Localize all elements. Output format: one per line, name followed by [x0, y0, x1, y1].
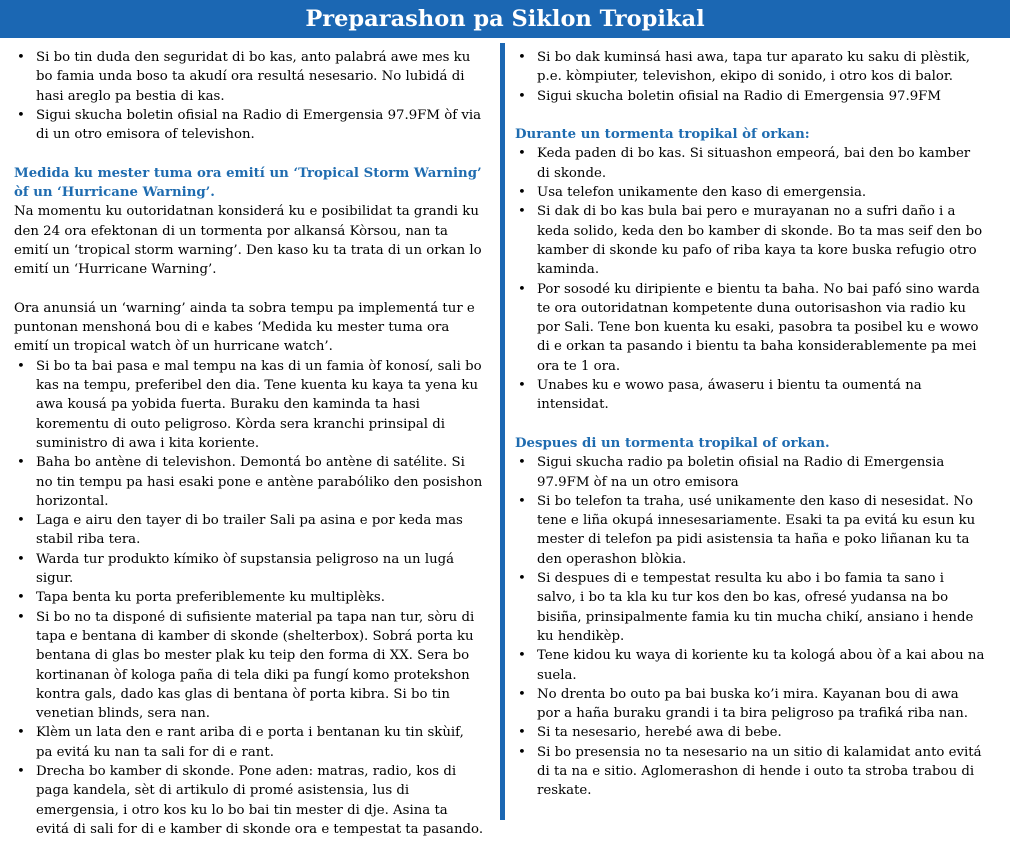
- list-item: • Si bo presensia no ta nesesario na un sitio di kalamidat anto evitá di ta na e sitio. Aglomerashon di hende i outo ta stroba trabou di reskate.: [515, 743, 985, 801]
- left-column: [14, 48, 484, 839]
- section-heading-during: Durante un tormenta tropikal òf orkan:: [515, 127, 810, 143]
- list-item: • Baha bo antène di televishon. Demontá bo antène di satélite. Si no tin tempu pa hasi esaki pone e antène parabóliko den posishon horizontal.: [14, 453, 484, 511]
- after-list: [515, 453, 985, 800]
- list-item: • Si bo dak kuminsá hasi awa, tapa tur aparato ku saku di plèstik, p.e. kòmpiuter, televishon, ekipo di sonido, i otro kos di balor.: [515, 48, 985, 87]
- list-item: • Tene kidou ku waya di koriente ku ta kologá abou òf a kai abou na suela.: [515, 646, 985, 685]
- list-item: • Usa telefon unikamente den kaso di emergensia.: [515, 183, 985, 202]
- list-item: • Si bo tin duda den seguridat di bo kas, anto palabrá awe mes ku bo famia unda boso ta akudí ora resultá nesesario. No lubidá di hasi areglo pa bestia di kas.: [14, 48, 484, 106]
- list-item: • Si dak di bo kas bula bai pero e murayanan no a sufri daño i a keda solido, keda den bo kamber di skonde. Bo ta mas seif den bo kamber di skonde ku pafo of riba kaya ta kore buska refugio otro kaminda.: [515, 202, 985, 279]
- intro-list: [515, 48, 985, 106]
- list-item: • Klèm un lata den e rant ariba di e porta i bentanan ku tin skùif, pa evitá ku nan ta sali for di e rant.: [14, 723, 484, 762]
- list-item: • Si bo telefon ta traha, usé unikamente den kaso di nesesidat. No tene e liña okupá innesesariamente. Esaki ta pa evitá ku esun ku mester di telefon pa pidi asistensia ta haña e poko liñanan ku ta den operashon blòkia.: [515, 492, 985, 569]
- list-item: • Laga e airu den tayer di bo trailer Sali pa asina e por keda mas stabil riba tera.: [14, 511, 484, 550]
- section-heading-warning: Medida ku mester tuma ora emití un ‘Tropical Storm Warning’ òf un ‘Hurricane Warning’.: [14, 165, 482, 201]
- warning-list: [14, 357, 484, 839]
- list-item: • Si bo ta bai pasa e mal tempu na kas di un famia òf konosí, sali bo kas na tempu, preferibel den dia. Tene kuenta ku kaya ta yena ku awa kousá pa yobida fuerta. Buraku den kaminda ta hasi korementu di outo peligroso. Kòrda sera kranchi prinsipal di suministro di awa i kita koriente.: [14, 357, 484, 453]
- list-item: • Unabes ku e wowo pasa, áwaseru i bientu ta oumentá na intensidat.: [515, 376, 985, 415]
- list-item: • Si bo no ta disponé di sufisiente material pa tapa nan tur, sòru di tapa e bentana di kamber di skonde (shelterbox). Sobrá porta ku bentana di glas bo mester plak ku teip den forma di XX. Sera bo kortinanan òf kologa paña di tela diki pa fungí komo protekshon kontra gals, dado kas glas di bentana òf porta kibra. Si bo tin venetian blinds, sera nan.: [14, 608, 484, 724]
- column-divider: [500, 43, 505, 820]
- list-item: • Tapa benta ku porta preferiblemente ku multiplèks.: [14, 588, 484, 607]
- right-column: [515, 48, 985, 801]
- intro-list: [14, 48, 484, 144]
- list-item: • Si ta nesesario, herebé awa di bebe.: [515, 723, 985, 742]
- list-item: • Drecha bo kamber di skonde. Pone aden: matras, radio, kos di paga kandela, sèt di artikulo di promé asistensia, lus di emergensia, i otro kos ku lo bo bai tin mester di dje. Asina ta evitá di sali for di e kamber di skonde ora e tempestat ta pasando.: [14, 762, 484, 839]
- list-item: • Sigui skucha boletin ofisial na Radio di Emergensia 97.9FM òf via di un otro emisora of televishon.: [14, 106, 484, 145]
- list-item: • No drenta bo outo pa bai buska ko’i mira. Kayanan bou di awa por a haña buraku grandi i ta bira peligroso pa trafiká riba nan.: [515, 685, 985, 724]
- list-item: • Por sosodé ku diripiente e bientu ta baha. No bai pafó sino warda te ora outoridatnan kompetente duna outorisashon via radio ku por Sali. Tene bon kuenta ku esaki, pasobra ta posibel ku e wowo di e orkan ta pasando i bientu ta baha konsiderablemente pa mei ora te 1 ora.: [515, 280, 985, 376]
- list-item: • Sigui skucha radio pa boletin ofisial na Radio di Emergensia 97.9FM òf na un otro emisora: [515, 453, 985, 492]
- paragraph: Na momentu ku outoridatnan konsiderá ku e posibilidat ta grandi ku den 24 ora efektonan di un tormenta por alkansá Kòrsou, nan ta emití un ‘tropical storm warning’. Den kaso ku ta trata di un orkan lo emití un ‘Hurricane Warning’.: [14, 204, 482, 278]
- page-title: Preparashon pa Siklon Tropikal: [0, 0, 1010, 38]
- paragraph: Ora anunsiá un ‘warning’ ainda ta sobra tempu pa implementá tur e puntonan menshoná bou di e kabes ‘Medida ku mester tuma ora emití un tropical watch òf un hurricane watch’.: [14, 300, 475, 355]
- list-item: • Warda tur produkto kímiko òf supstansia peligroso na un lugá sigur.: [14, 550, 484, 589]
- section-heading-after: Despues di un tormenta tropikal of orkan.: [515, 435, 830, 451]
- list-item: • Keda paden di bo kas. Si situashon empeorá, bai den bo kamber di skonde.: [515, 144, 985, 183]
- during-list: [515, 144, 985, 414]
- list-item: • Sigui skucha boletin ofisial na Radio di Emergensia 97.9FM: [515, 87, 985, 106]
- list-item: • Si despues di e tempestat resulta ku abo i bo famia ta sano i salvo, i bo ta kla ku tur kos den bo kas, ofresé yudansa na bo bisiña, prinsipalmente famia ku tin mucha chikí, ansiano i hende ku hendikèp.: [515, 569, 985, 646]
